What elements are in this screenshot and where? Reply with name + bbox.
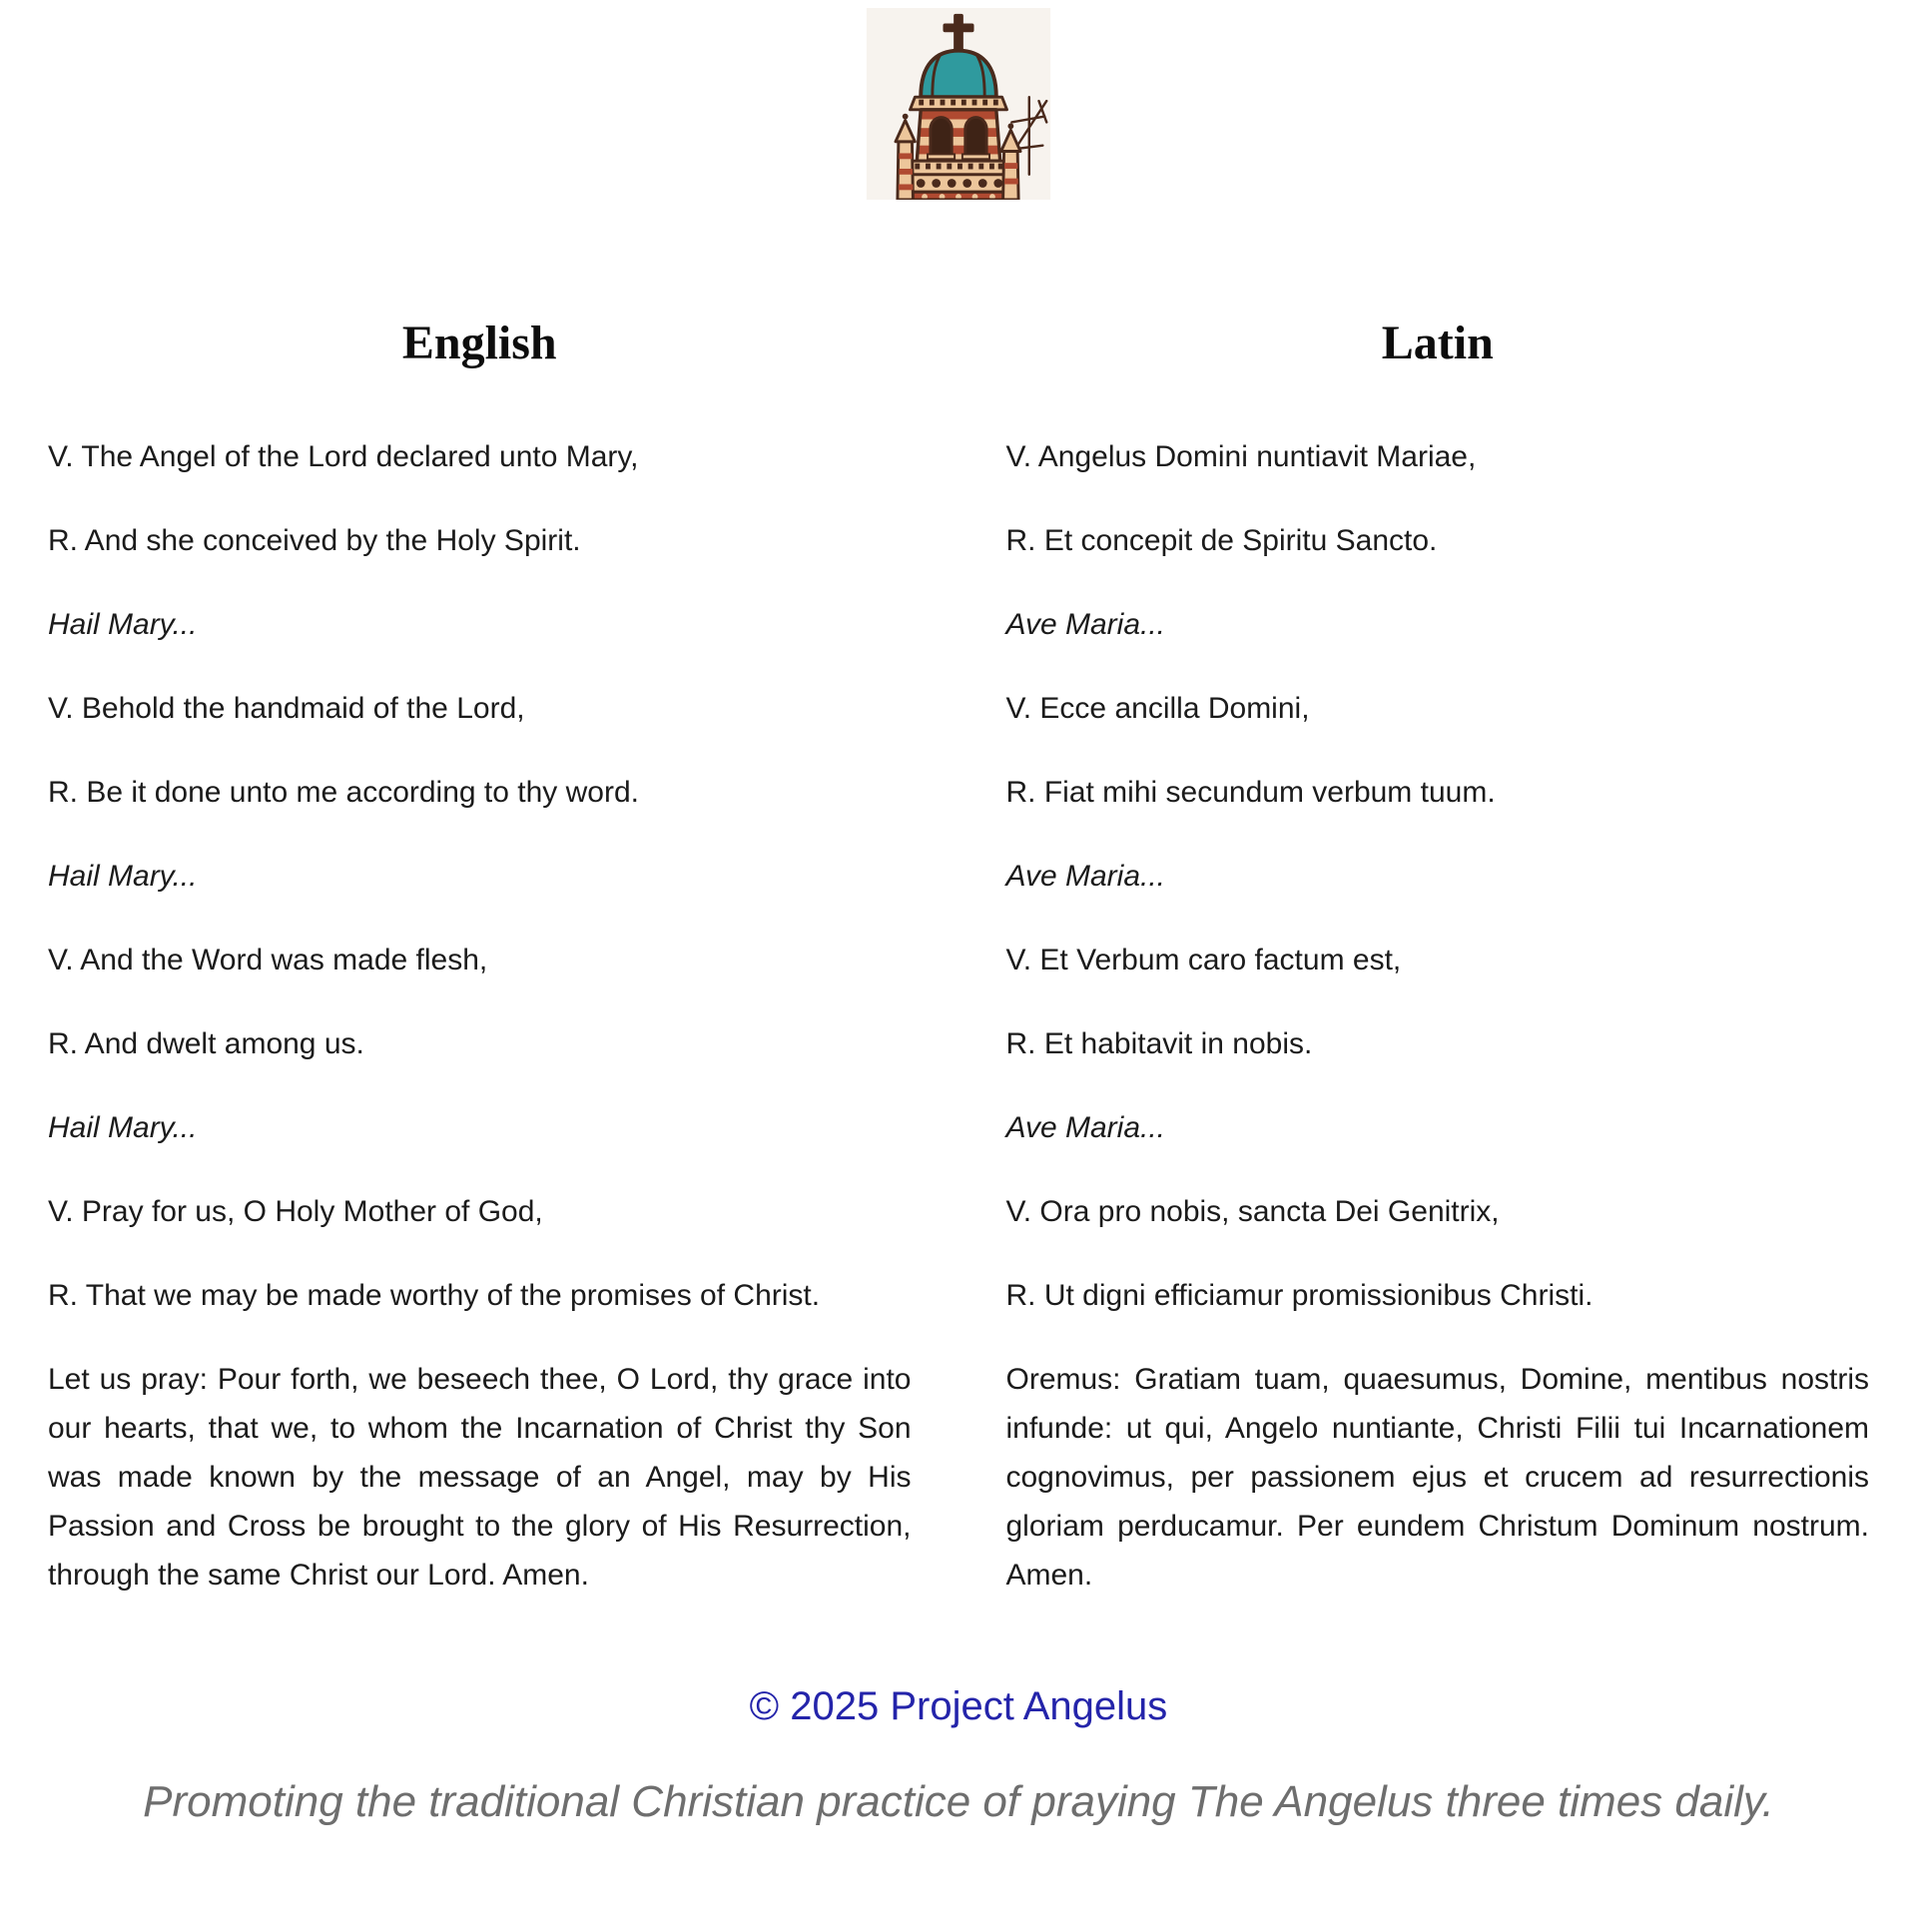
prayer-line: Oremus: Gratiam tuam, quaesumus, Domine, mentibus nostris infunde: ut qui, Angelo nuntiante, Christi Filii tui Incarnationem cognovimus, per passionem ejus et crucem ad resurrectionis gloriam perducamur. Per eundem Christum Dominum nostrum. Amen. (1005, 1363, 1869, 1593)
prayer-line: R. Be it done unto me according to thy word. (48, 776, 639, 810)
latin-prayer-text (1006, 432, 1870, 1600)
prayer-line: V. Et Verbum caro factum est, (1005, 944, 1402, 977)
prayer-line: V. Angelus Domini nuntiavit Mariae, (1005, 440, 1477, 474)
prayer-line: V. And the Word was made flesh, (48, 944, 488, 977)
church-tower-icon (866, 8, 1051, 200)
prayer-line: R. Et concepit de Spiritu Sancto. (1005, 524, 1438, 558)
prayer-line: V. Pray for us, O Holy Mother of God, (48, 1195, 543, 1229)
prayer-line: V. Ora pro nobis, sancta Dei Genitrix, (1005, 1195, 1500, 1229)
prayer-refrain: Ave Maria... (1005, 608, 1166, 642)
prayer-columns (0, 200, 1917, 1634)
prayer-line: R. And dwelt among us. (48, 1027, 364, 1061)
prayer-line: R. And she conceived by the Holy Spirit. (48, 524, 581, 558)
latin-column (1006, 200, 1870, 1634)
site-logo (0, 0, 1917, 200)
english-heading: English (401, 317, 557, 369)
prayer-line: Let us pray: Pour forth, we beseech thee, O Lord, thy grace into our hearts, that we, to whom the Incarnation of Christ thy Son was made known by the message of an Angel, may by His Passion and Cross be brought to the glory of His Resurrection, through the same Christ our Lord. Amen. (48, 1363, 912, 1593)
prayer-line: V. Behold the handmaid of the Lord, (48, 692, 525, 726)
latin-heading: Latin (1381, 317, 1494, 369)
tagline-text: Promoting the traditional Christian practice of praying The Angelus three times daily. (143, 1777, 1774, 1827)
english-prayer-text (48, 432, 912, 1600)
english-column (48, 200, 912, 1634)
page-footer (0, 1682, 1917, 1869)
prayer-line: R. Ut digni efficiamur promissionibus Christi. (1005, 1279, 1594, 1313)
prayer-refrain: Hail Mary... (48, 1111, 198, 1145)
prayer-refrain: Hail Mary... (48, 608, 198, 642)
prayer-refrain: Ave Maria... (1005, 860, 1166, 894)
prayer-refrain: Ave Maria... (1005, 1111, 1166, 1145)
prayer-refrain: Hail Mary... (48, 860, 198, 894)
prayer-line: R. Et habitavit in nobis. (1005, 1027, 1313, 1061)
copyright-link[interactable]: © 2025 Project Angelus (749, 1684, 1168, 1729)
prayer-line: R. That we may be made worthy of the promises of Christ. (48, 1279, 821, 1313)
prayer-line: V. The Angel of the Lord declared unto Mary, (48, 440, 639, 474)
prayer-line: R. Fiat mihi secundum verbum tuum. (1005, 776, 1496, 810)
prayer-line: V. Ecce ancilla Domini, (1005, 692, 1310, 726)
